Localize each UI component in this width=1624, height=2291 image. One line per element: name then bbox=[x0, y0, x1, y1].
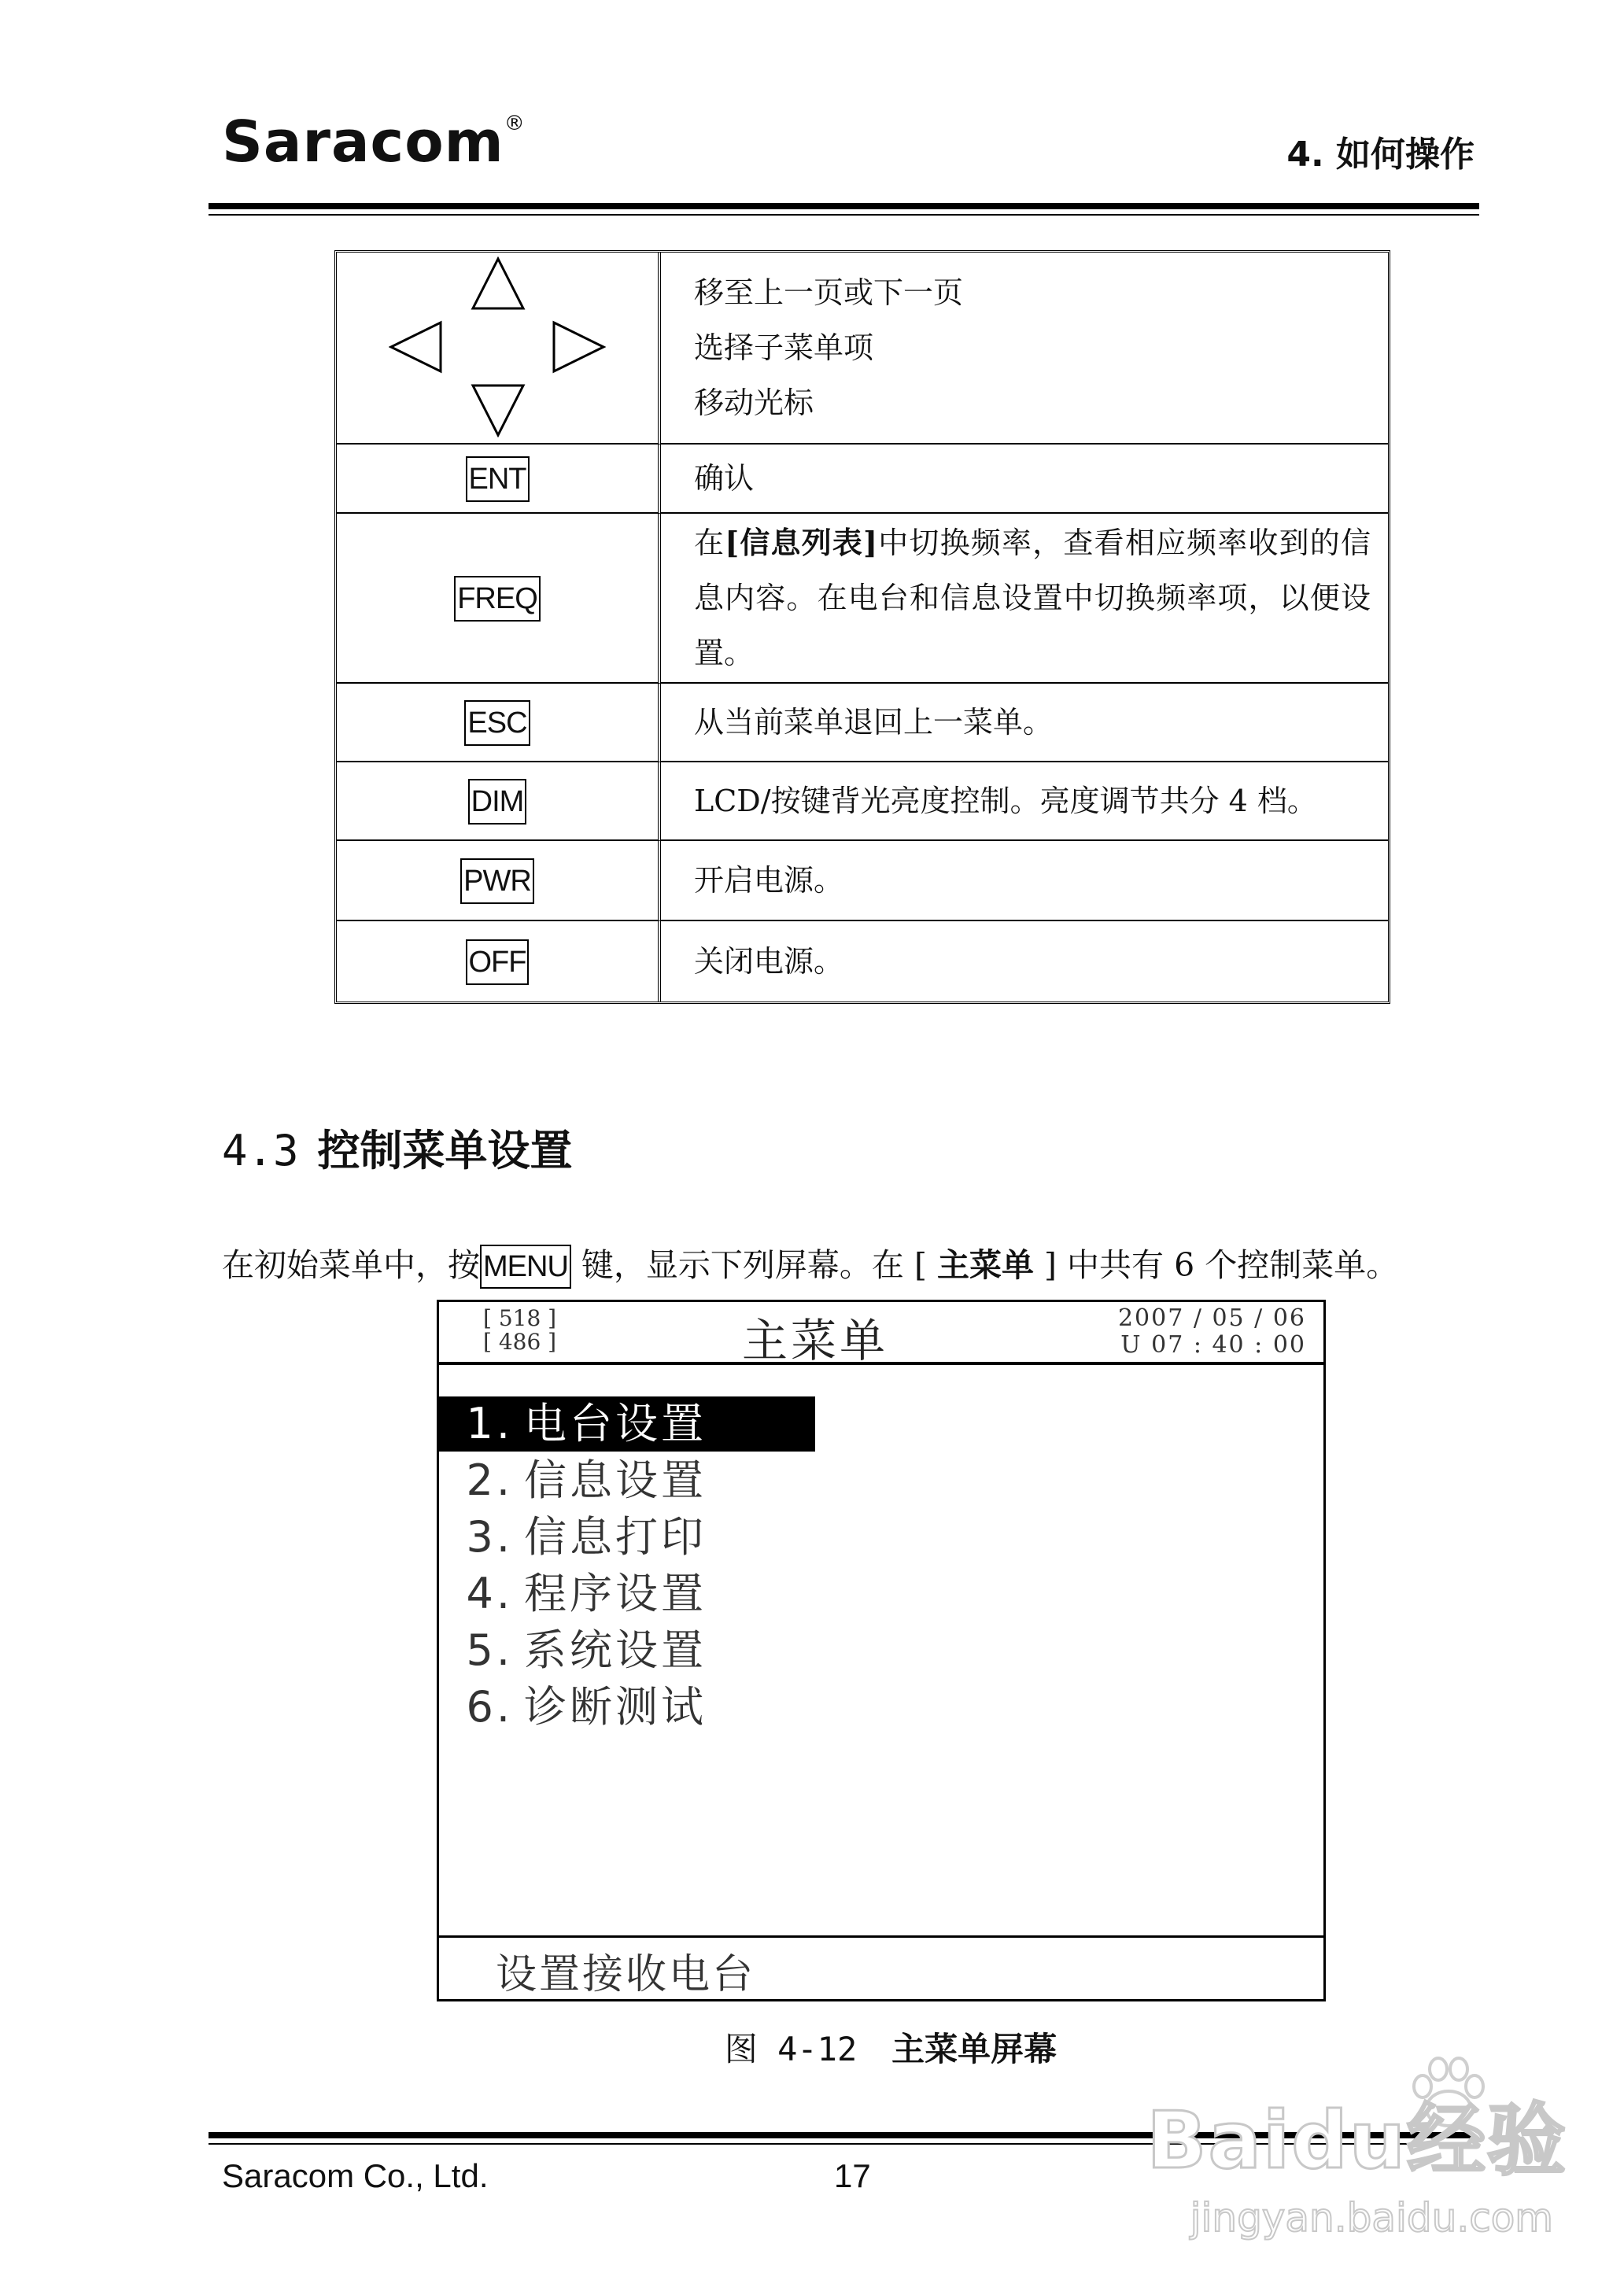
right-arrow-icon bbox=[551, 319, 606, 374]
key-function-table bbox=[334, 250, 1390, 1004]
lcd-freq-2: [ 486 ] bbox=[483, 1329, 557, 1355]
table-row bbox=[337, 841, 1388, 921]
watermark-url: jingyan.baidu.com bbox=[1190, 2195, 1553, 2241]
section-paragraph: 在初始菜单中，按 MENU 键，显示下列屏幕。在 [ 主菜单 ] 中共有 6 个控制菜单。 bbox=[222, 1239, 1398, 1289]
header-rule-thin bbox=[209, 214, 1479, 216]
freq-key: FREQ bbox=[454, 576, 541, 622]
dim-desc: LCD/按键背光亮度控制。亮度调节共分 4 档。 bbox=[661, 762, 1388, 841]
lcd-menu-item-5[interactable]: 5. 系统设置 bbox=[466, 1625, 707, 1675]
header-rule-thick bbox=[209, 203, 1479, 209]
lcd-menu-item-6[interactable]: 6. 诊断测试 bbox=[466, 1682, 707, 1732]
lcd-menu-item-2[interactable]: 2. 信息设置 bbox=[466, 1455, 707, 1505]
lcd-menu-item-4[interactable]: 4. 程序设置 bbox=[466, 1569, 707, 1618]
lcd-menu-item-3[interactable]: 3. 信息打印 bbox=[466, 1512, 707, 1562]
off-key: OFF bbox=[466, 939, 530, 985]
lcd-status-bar: 设置接收电台 bbox=[439, 1935, 1323, 1999]
figure-caption: 图 4-12 主菜单屏幕 bbox=[724, 2030, 1057, 2068]
table-row bbox=[337, 514, 1388, 684]
pwr-key: PWR bbox=[460, 858, 534, 904]
table-row bbox=[337, 762, 1388, 841]
lcd-date: 2007 / 05 / 06 bbox=[1117, 1304, 1306, 1332]
ent-key: ENT bbox=[466, 456, 530, 502]
up-arrow-icon bbox=[471, 256, 526, 312]
section-heading: 4.3 控制菜单设置 bbox=[222, 1125, 573, 1175]
lcd-header bbox=[439, 1302, 1323, 1365]
lcd-title: 主菜单 bbox=[742, 1314, 889, 1367]
table-row bbox=[337, 684, 1388, 762]
table-row bbox=[337, 253, 1388, 445]
table-row bbox=[337, 445, 1388, 514]
freq-desc: 在[信息列表]中切换频率，查看相应频率收到的信息内容。在电台和信息设置中切换频率项，以便设置。 bbox=[661, 514, 1388, 684]
lcd-menu-item-1[interactable]: 1. 电台设置 bbox=[439, 1396, 815, 1452]
left-arrow-icon bbox=[389, 319, 444, 374]
pwr-desc: 开启电源。 bbox=[661, 841, 1388, 921]
watermark-logo: Baidu经验 bbox=[1146, 2094, 1567, 2186]
down-arrow-icon bbox=[471, 382, 526, 437]
arrow-keys bbox=[379, 253, 615, 442]
footer-company: Saracom Co., Ltd. bbox=[222, 2157, 489, 2194]
lcd-time: U 07 : 40 : 00 bbox=[1120, 1331, 1306, 1359]
off-desc: 关闭电源。 bbox=[694, 944, 844, 979]
arrow-desc-3: 移动光标 bbox=[694, 386, 814, 420]
ent-desc: 确认 bbox=[661, 445, 1388, 514]
brand-logo: Saracom® bbox=[222, 109, 526, 175]
lcd-freq-1: [ 518 ] bbox=[483, 1305, 557, 1331]
chapter-title: 4. 如何操作 bbox=[1286, 135, 1475, 175]
esc-key: ESC bbox=[464, 700, 530, 746]
arrow-desc-2: 选择子菜单项 bbox=[694, 330, 874, 365]
arrow-desc-1: 移至上一页或下一页 bbox=[694, 275, 964, 310]
menu-key: MENU bbox=[480, 1245, 571, 1289]
dim-key: DIM bbox=[468, 779, 527, 825]
page-number: 17 bbox=[834, 2157, 871, 2194]
esc-desc: 从当前菜单退回上一菜单。 bbox=[661, 684, 1388, 762]
lcd-main-menu-screen bbox=[437, 1300, 1326, 2001]
table-row bbox=[337, 921, 1388, 1002]
